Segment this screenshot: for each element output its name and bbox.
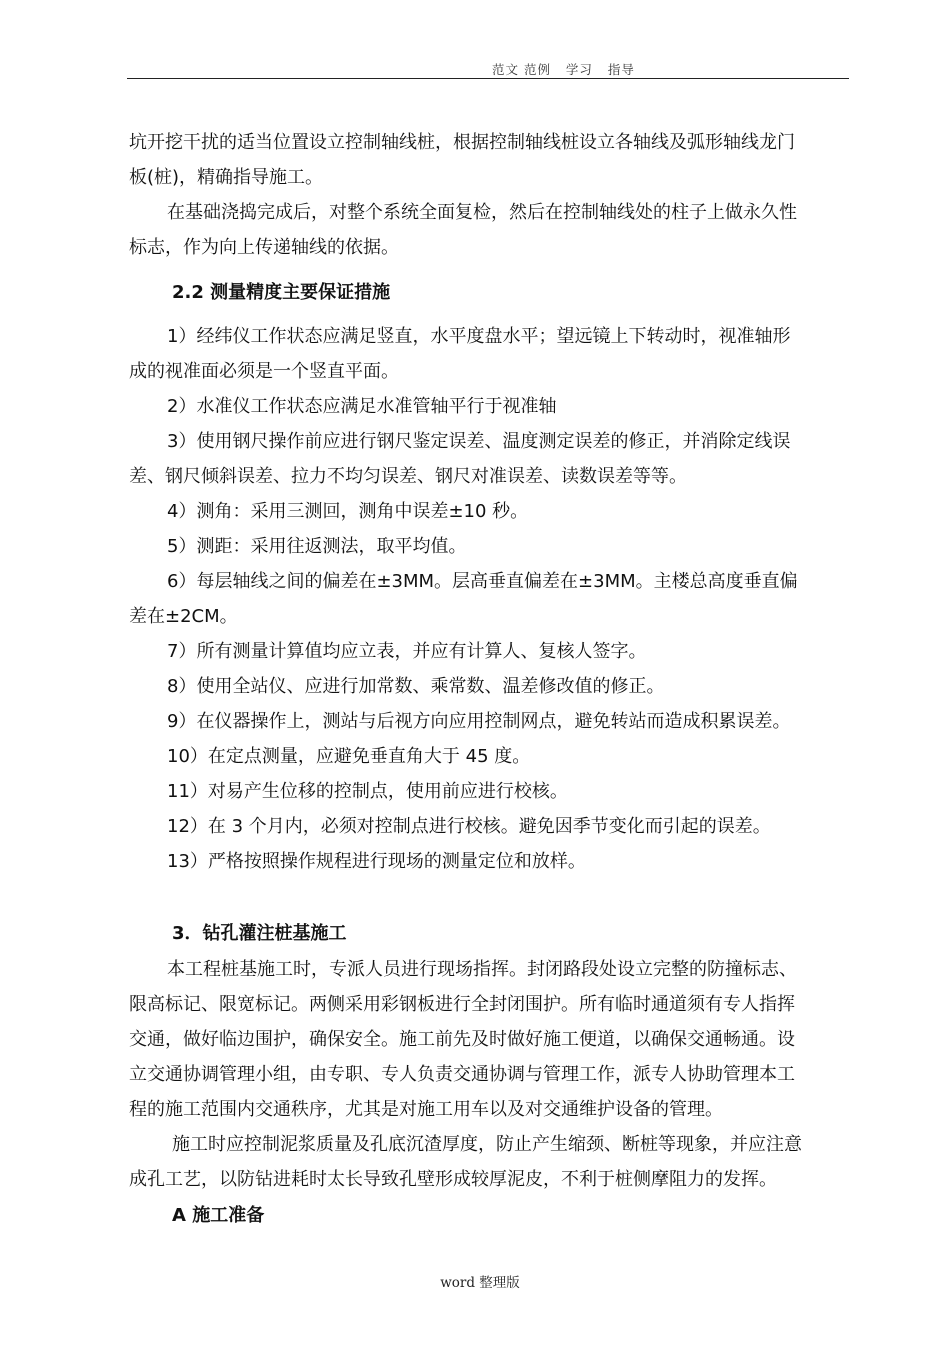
body-line: 标志，作为向上传递轴线的依据。 bbox=[129, 237, 399, 258]
body-line: 2）水准仪工作状态应满足水准管轴平行于视准轴 bbox=[167, 396, 557, 417]
body-line: 板(桩)，精确指导施工。 bbox=[129, 167, 324, 188]
section-heading: 3．钻孔灌注桩基施工 bbox=[172, 923, 347, 944]
body-line: 立交通协调管理小组，由专职、专人负责交通协调与管理工作，派专人协助管理本工 bbox=[129, 1064, 795, 1085]
body-line: 12）在 3 个月内，必须对控制点进行校核。避免因季节变化而引起的误差。 bbox=[167, 816, 771, 837]
body-line: 差在±2CM。 bbox=[129, 606, 238, 627]
body-line: 10）在定点测量，应避免垂直角大于 45 度。 bbox=[167, 746, 531, 767]
page-header bbox=[127, 60, 849, 79]
section-heading: A 施工准备 bbox=[172, 1205, 265, 1226]
body-line: 成的视准面必须是一个竖直平面。 bbox=[129, 361, 399, 382]
body-line: 程的施工范围内交通秩序，尤其是对施工用车以及对交通维护设备的管理。 bbox=[129, 1099, 723, 1120]
body-line: 13）严格按照操作规程进行现场的测量定位和放样。 bbox=[167, 851, 586, 872]
body-line: 11）对易产生位移的控制点，使用前应进行校核。 bbox=[167, 781, 568, 802]
body-line: 交通，做好临边围护，确保安全。施工前先及时做好施工便道，以确保交通畅通。设 bbox=[129, 1029, 795, 1050]
body-line: 3）使用钢尺操作前应进行钢尺鉴定误差、温度测定误差的修正，并消除定线误 bbox=[167, 431, 791, 452]
body-line: 施工时应控制泥浆质量及孔底沉渣厚度，防止产生缩颈、断桩等现象，并应注意 bbox=[172, 1134, 802, 1155]
body-line: 7）所有测量计算值均应立表，并应有计算人、复核人签字。 bbox=[167, 641, 647, 662]
section-heading: 2.2 测量精度主要保证措施 bbox=[172, 282, 391, 303]
body-line: 在基础浇捣完成后，对整个系统全面复检，然后在控制轴线处的柱子上做永久性 bbox=[167, 202, 797, 223]
body-line: 本工程桩基施工时，专派人员进行现场指挥。封闭路段处设立完整的防撞标志、 bbox=[167, 959, 797, 980]
body-line: 9）在仪器操作上，测站与后视方向应用控制网点，避免转站而造成积累误差。 bbox=[167, 711, 791, 732]
body-line: 差、钢尺倾斜误差、拉力不均匀误差、钢尺对准误差、读数误差等等。 bbox=[129, 466, 687, 487]
body-line: 5）测距：采用往返测法，取平均值。 bbox=[167, 536, 467, 557]
body-line: 坑开挖干扰的适当位置设立控制轴线桩，根据控制轴线桩设立各轴线及弧形轴线龙门 bbox=[129, 132, 795, 153]
body-line: 成孔工艺，以防钻进耗时太长导致孔壁形成较厚泥皮，不利于桩侧摩阻力的发挥。 bbox=[129, 1169, 777, 1190]
page-footer: word 整理版 bbox=[440, 1275, 520, 1291]
header-text: 范文 范例 学习 指导 bbox=[492, 62, 635, 77]
body-line: 4）测角：采用三测回，测角中误差±10 秒。 bbox=[167, 501, 529, 522]
body-line: 限高标记、限宽标记。两侧采用彩钢板进行全封闭围护。所有临时通道须有专人指挥 bbox=[129, 994, 795, 1015]
body-line: 6）每层轴线之间的偏差在±3MM。层高垂直偏差在±3MM。主楼总高度垂直偏 bbox=[167, 571, 798, 592]
body-line: 1）经纬仪工作状态应满足竖直，水平度盘水平；望远镜上下转动时，视准轴形 bbox=[167, 326, 791, 347]
body-line: 8）使用全站仪、应进行加常数、乘常数、温差修改值的修正。 bbox=[167, 676, 665, 697]
